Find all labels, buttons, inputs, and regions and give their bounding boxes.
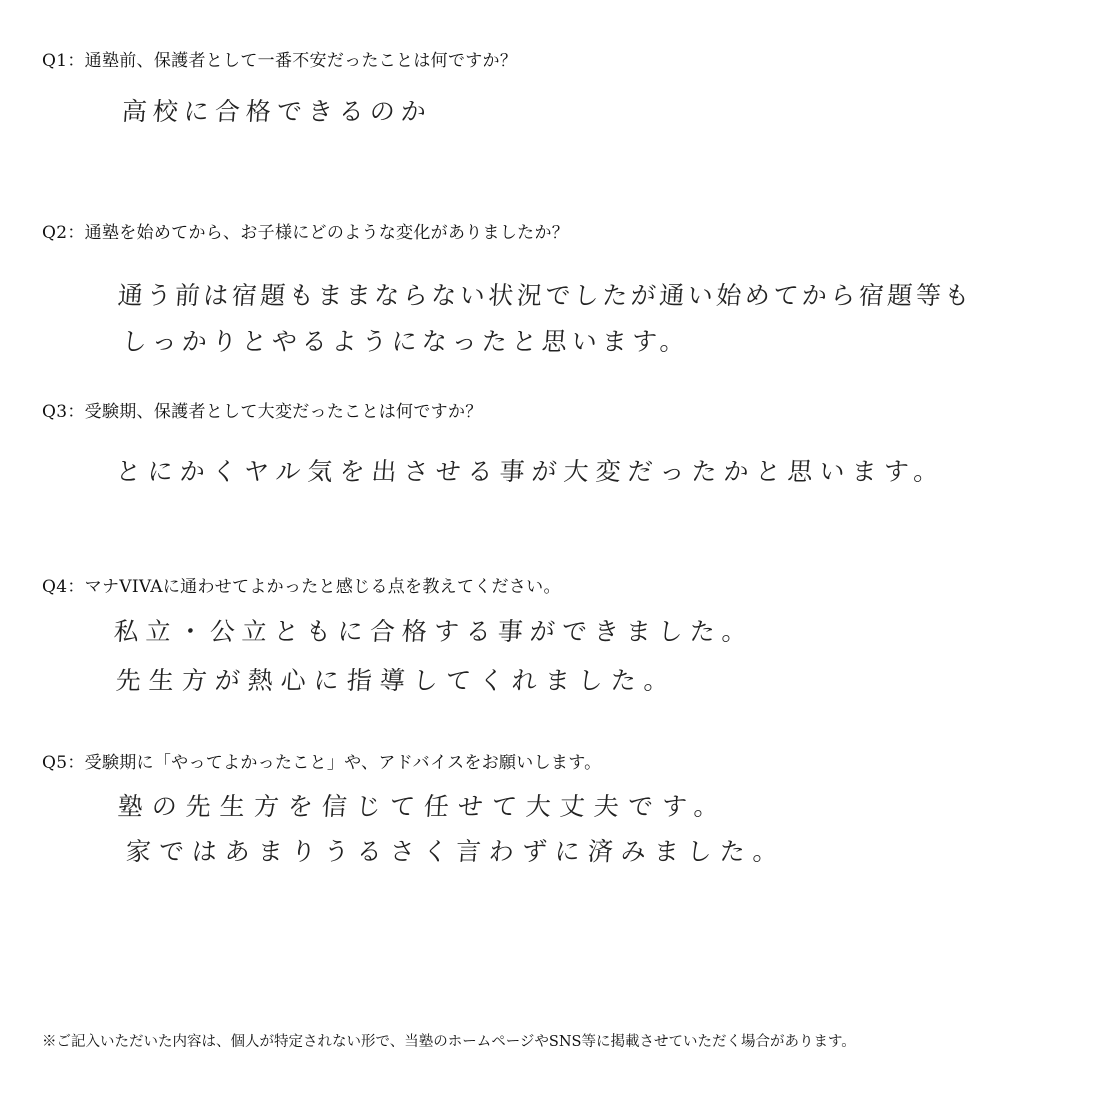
question-4: Q4：マナVIVAに通わせてよかったと感じる点を教えてください。: [42, 577, 561, 597]
question-2: Q2：通塾を始めてから、お子様にどのような変化がありましたか？: [42, 223, 570, 243]
answer-4-line-2: 先生方が熱心に指導してくれました。: [114, 666, 678, 695]
answer-5-line-2: 家ではあまりうるさく言わずに済みました。: [124, 837, 787, 866]
answer-2-line-1: 通う前は宿題もままならない状況でしたが通い始めてから宿題等も: [116, 281, 974, 310]
answer-4-line-1: 私立・公立ともに合格する事ができました。: [112, 617, 755, 646]
question-5: Q5：受験期に「やってよかったこと」や、アドバイスをお願いします。: [42, 753, 602, 773]
question-1: Q1：通塾前、保護者として一番不安だったことは何ですか？: [42, 51, 518, 71]
answer-1-line-1: 高校に合格できるのか: [120, 97, 433, 126]
question-3: Q3：受験期、保護者として大変だったことは何ですか？: [42, 402, 483, 422]
answer-3-line-1: とにかくヤル気を出させる事が大変だったかと思います。: [114, 457, 947, 486]
answer-5-line-1: 塾の先生方を信じて任せて大丈夫です。: [116, 792, 729, 821]
footer-note: ※ご記入いただいた内容は、個人が特定されない形で、当塾のホームページやSNS等に掲載させていただく場合があります。: [42, 1034, 856, 1050]
answer-2-line-2: しっかりとやるようになったと思います。: [120, 327, 691, 356]
